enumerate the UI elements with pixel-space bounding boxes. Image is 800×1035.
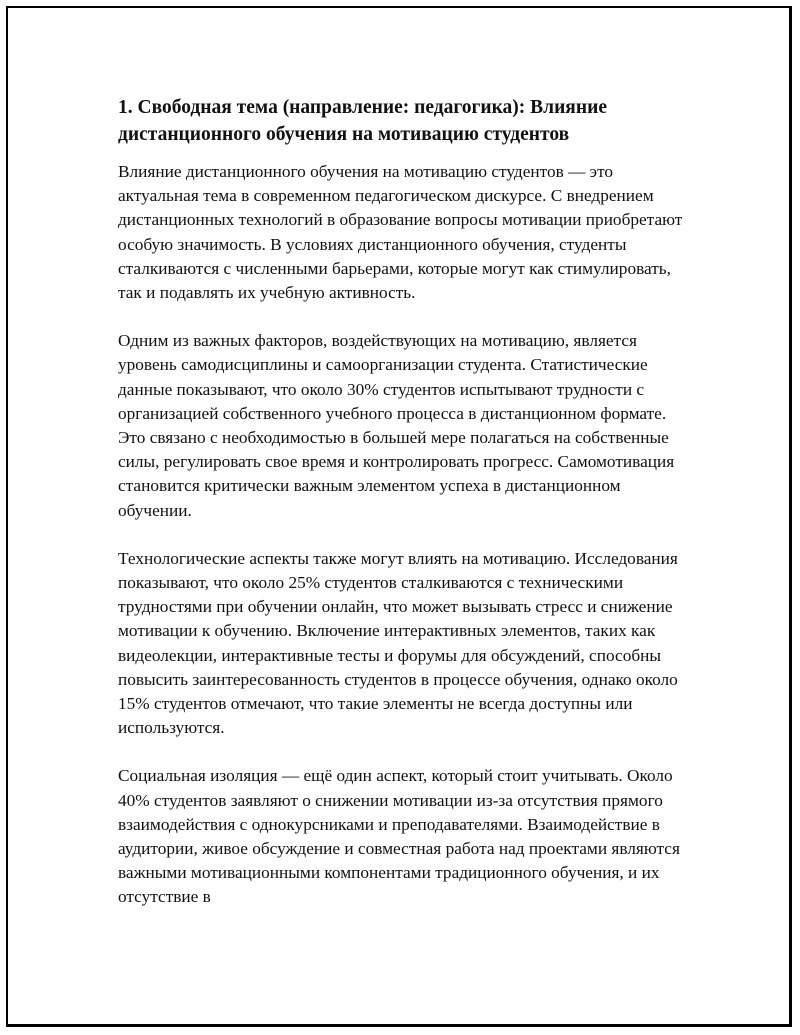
document-body [118,94,688,934]
paragraph-3: Технологические аспекты также могут влиять на мотивацию. Исследования показывают, что около 25% студентов сталкиваются с техническими трудностями при обучении онлайн, что может вызывать стресс и снижение мотивации к обучению. Включение интерактивных элементов, таких как видеолекции, интерактивные тесты и форумы для обсуждений, способны повысить заинтересованность студентов в процессе обучения, однако около 15% студентов отмечают, что такие элементы не всегда доступны или используются. [118,548,678,738]
document-heading: 1. Свободная тема (направление: педагогика): Влияние дистанционного обучения на мотивацию студентов [118,97,607,145]
paragraph-4: Социальная изоляция — ещё один аспект, который стоит учитывать. Около 40% студентов заявляют о снижении мотивации из-за отсутствия прямого взаимодействия с однокурсниками и преподавателями. Взаимодействие в аудитории, живое обсуждение и совместная работа над проектами являются важными мотивационными компонентами традиционного обучения, и их отсутствие в [118,766,680,907]
paragraph-1: Влияние дистанционного обучения на мотивацию студентов — это актуальная тема в современном педагогическом дискурсе. С внедрением дистанционных технологий в образование вопросы мотивации приобретают особую значимость. В условиях дистанционного обучения, студенты сталкиваются с численными барьерами, которые могут как стимулировать, так и подавлять их учебную активность. [118,162,683,303]
paragraph-2: Одним из важных факторов, воздействующих на мотивацию, является уровень самодисциплины и самоорганизации студента. Статистические данные показывают, что около 30% студентов испытывают трудности с организацией собственного учебного процесса в дистанционном формате. Это связано с необходимостью в большей мере полагаться на собственные силы, регулировать свое время и контролировать прогресс. Самомотивация становится критически важным элементом успеха в дистанционном обучении. [118,331,675,520]
